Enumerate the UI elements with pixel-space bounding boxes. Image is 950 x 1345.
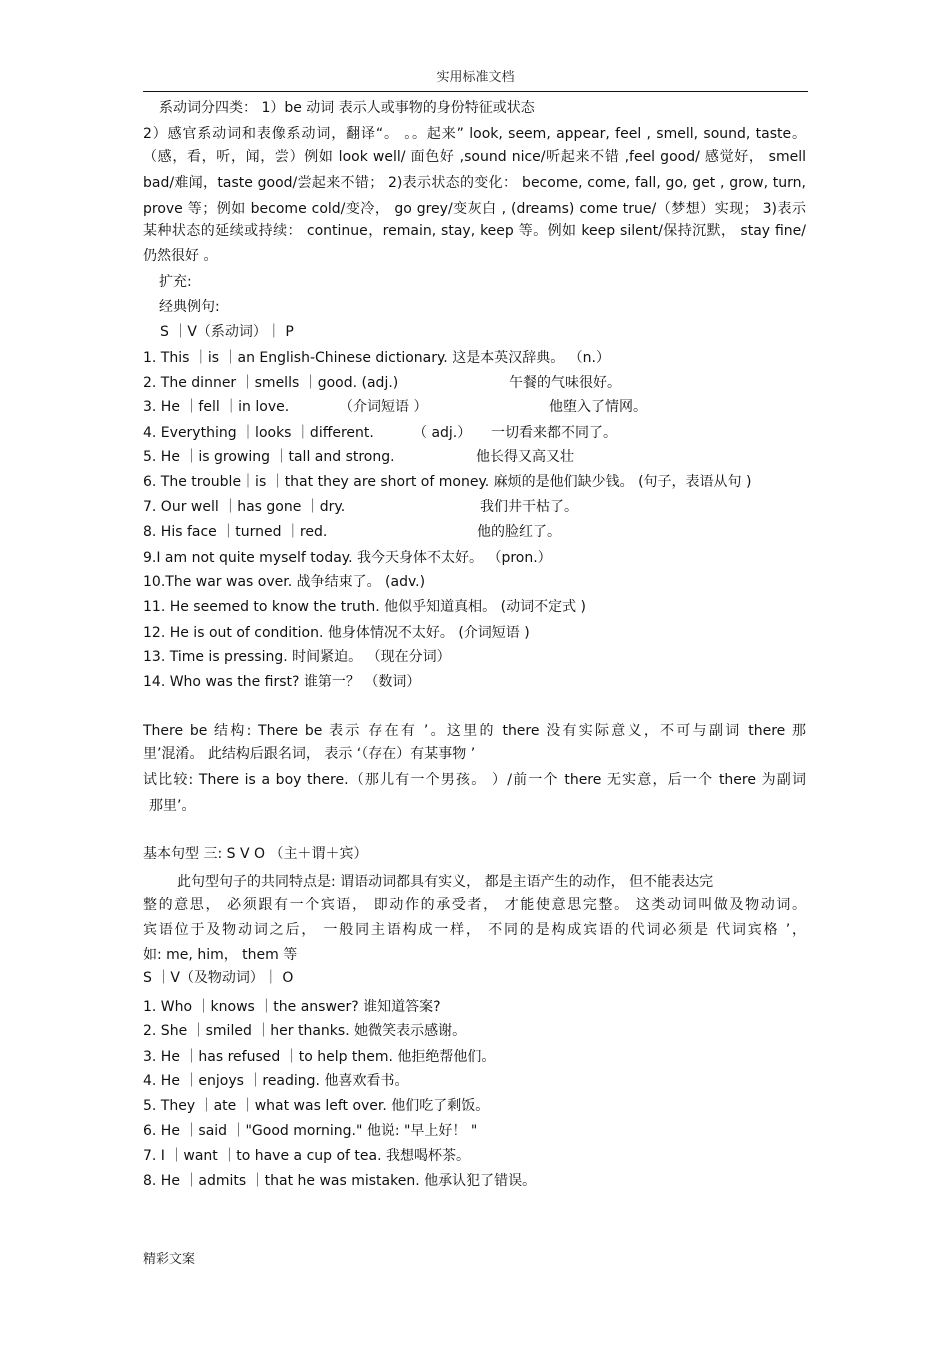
expand-label: 扩充: [159, 274, 192, 290]
therebe-line-1: There be 结构: There be 表示 存在有 ’。这里的 there 没有实际意义，不可与副词 there 那 [143, 723, 806, 739]
intro-line-7: 仍然很好 。 [143, 248, 218, 264]
svo-example-3: 3. He ｜has refused ｜to help them. 他拒绝帮他们。 [143, 1049, 496, 1065]
intro-line-1: 系动词分四类： 1）be 动词 表示人或事物的身份特征或状态 [159, 100, 535, 116]
therebe-line-4: 那里’。 [149, 798, 196, 814]
svo-example-8: 8. He ｜admits ｜that he was mistaken. 他承认犯了错误。 [143, 1173, 537, 1189]
svo-example-2: 2. She ｜smiled ｜her thanks. 她微笑表示感谢。 [143, 1023, 467, 1039]
svo-example-7: 7. I ｜want ｜to have a cup of tea. 我想喝杯茶。 [143, 1148, 470, 1164]
intro-line-6: 某种状态的延续或持续： continue，remain, stay, keep 等。例如 keep silent/保持沉默， stay fine/ [143, 223, 806, 239]
svo-example-1: 1. Who ｜knows ｜the answer? 谁知道答案? [143, 999, 441, 1015]
svo-desc-line-2: 整的意思， 必须跟有一个宾语， 即动作的承受者， 才能使意思完整。 这类动词叫做及物动词。 [143, 897, 806, 913]
page-header: 实用标准文档 [143, 66, 808, 92]
intro-line-3: （感，看，听，闻，尝）例如 look well/ 面色好 ,sound nice/听起来不错 ,feel good/ 感觉好， smell [143, 149, 806, 165]
therebe-line-3: 试比较: There is a boy there.（那儿有一个男孩。 ）/前一个 there 无实意，后一个 there 为副词 [143, 772, 806, 788]
svo-example-6: 6. He ｜said ｜"Good morning." 他说: "早上好！ " [143, 1123, 478, 1139]
examples-title: 经典例句: [159, 299, 220, 315]
svp-structure-header: S ｜V（系动词）｜ P [160, 324, 294, 340]
intro-line-5: prove 等；例如 become cold/变冷， go grey/变灰白 , (dreams) come true/（梦想）实现； 3)表示 [143, 201, 806, 217]
therebe-line-2: 里’混淆。 此结构后跟名词， 表示 ‘（存在）有某事物 ’ [143, 746, 476, 762]
intro-line-2: 2）感官系动词和表像系动词，翻译“。 。。起来” look, seem, appear, feel , smell, sound, taste。 [143, 126, 806, 142]
svo-desc-line-1: 此句型句子的共同特点是: 谓语动词都具有实义， 都是主语产生的动作， 但不能表达完 [177, 874, 714, 890]
page-footer: 精彩文案 [143, 1252, 196, 1267]
svo-desc-line-3: 宾语位于及物动词之后， 一般同主语构成一样， 不同的是构成宾语的代词必须是 代词宾格 ’， [143, 922, 806, 938]
intro-line-4: bad/难闻，taste good/尝起来不错； 2)表示状态的变化： become, come, fall, go, get , grow, turn, [143, 175, 806, 191]
svo-desc-line-4: 如: me, him， them 等 [143, 947, 298, 963]
svo-section-title: 基本句型 三: S V O （主＋谓＋宾） [143, 846, 368, 862]
svo-structure-header: S ｜V（及物动词）｜ O [143, 970, 294, 986]
svo-example-5: 5. They ｜ate ｜what was left over. 他们吃了剩饭。 [143, 1098, 490, 1114]
svo-example-4: 4. He ｜enjoys ｜reading. 他喜欢看书。 [143, 1073, 409, 1089]
